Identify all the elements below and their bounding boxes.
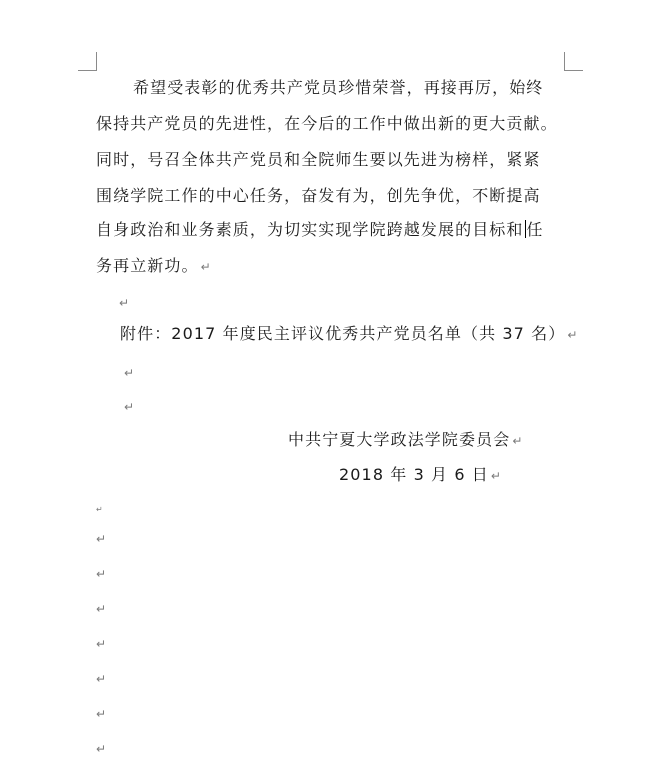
empty-paragraph[interactable]: ↵ — [96, 672, 107, 686]
body-line-3[interactable] — [96, 150, 576, 170]
signature-text: 中共宁夏大学政法学院委员会 — [288, 430, 511, 449]
body-text: 任 — [526, 220, 544, 239]
attachment-line[interactable] — [120, 324, 600, 345]
text-cursor — [525, 220, 526, 238]
empty-paragraph[interactable]: ↵ — [96, 742, 107, 756]
empty-paragraph[interactable]: ↵ — [96, 602, 107, 616]
attachment-text: 附件：2017 年度民主评议优秀共产党员名单（共 37 名） — [120, 324, 566, 343]
date-line[interactable] — [339, 465, 539, 486]
empty-paragraph[interactable]: ↵ — [96, 707, 107, 721]
empty-paragraph[interactable]: ↵ — [124, 366, 135, 380]
date-text: 2018 年 3 月 6 日 — [339, 465, 489, 484]
body-text: 希望受表彰的优秀共产党员珍惜荣誉，再接再厉，始终 — [133, 78, 544, 97]
empty-paragraph[interactable]: ↵ — [119, 296, 130, 310]
body-text: 务再立新功。 — [96, 256, 199, 275]
body-text: 同时，号召全体共产党员和全院师生要以先进为榜样，紧紧 — [96, 150, 541, 169]
body-line-4[interactable] — [96, 186, 576, 206]
signature-line[interactable] — [288, 430, 548, 451]
margin-corner-top-left — [78, 52, 97, 71]
body-text: 自身政治和业务素质，为切实实现学院跨越发展的目标和 — [96, 220, 524, 239]
empty-paragraph[interactable]: ↵ — [96, 637, 107, 651]
paragraph-mark: ↵ — [567, 328, 578, 342]
empty-paragraph[interactable]: ↵ — [96, 505, 103, 514]
empty-paragraph[interactable]: ↵ — [96, 532, 107, 546]
body-line-5[interactable] — [96, 220, 576, 240]
margin-corner-top-right — [564, 52, 583, 71]
paragraph-mark: ↵ — [490, 469, 501, 483]
body-text: 围绕学院工作的中心任务，奋发有为，创先争优，不断提高 — [96, 186, 541, 205]
paragraph-mark: ↵ — [200, 260, 211, 274]
body-line-2[interactable] — [96, 114, 576, 134]
body-line-1[interactable] — [133, 78, 613, 98]
paragraph-mark: ↵ — [512, 434, 523, 448]
empty-paragraph[interactable]: ↵ — [124, 400, 135, 414]
empty-paragraph[interactable]: ↵ — [96, 567, 107, 581]
body-line-6[interactable] — [96, 256, 576, 277]
body-text: 保持共产党员的先进性，在今后的工作中做出新的更大贡献。 — [96, 114, 558, 133]
